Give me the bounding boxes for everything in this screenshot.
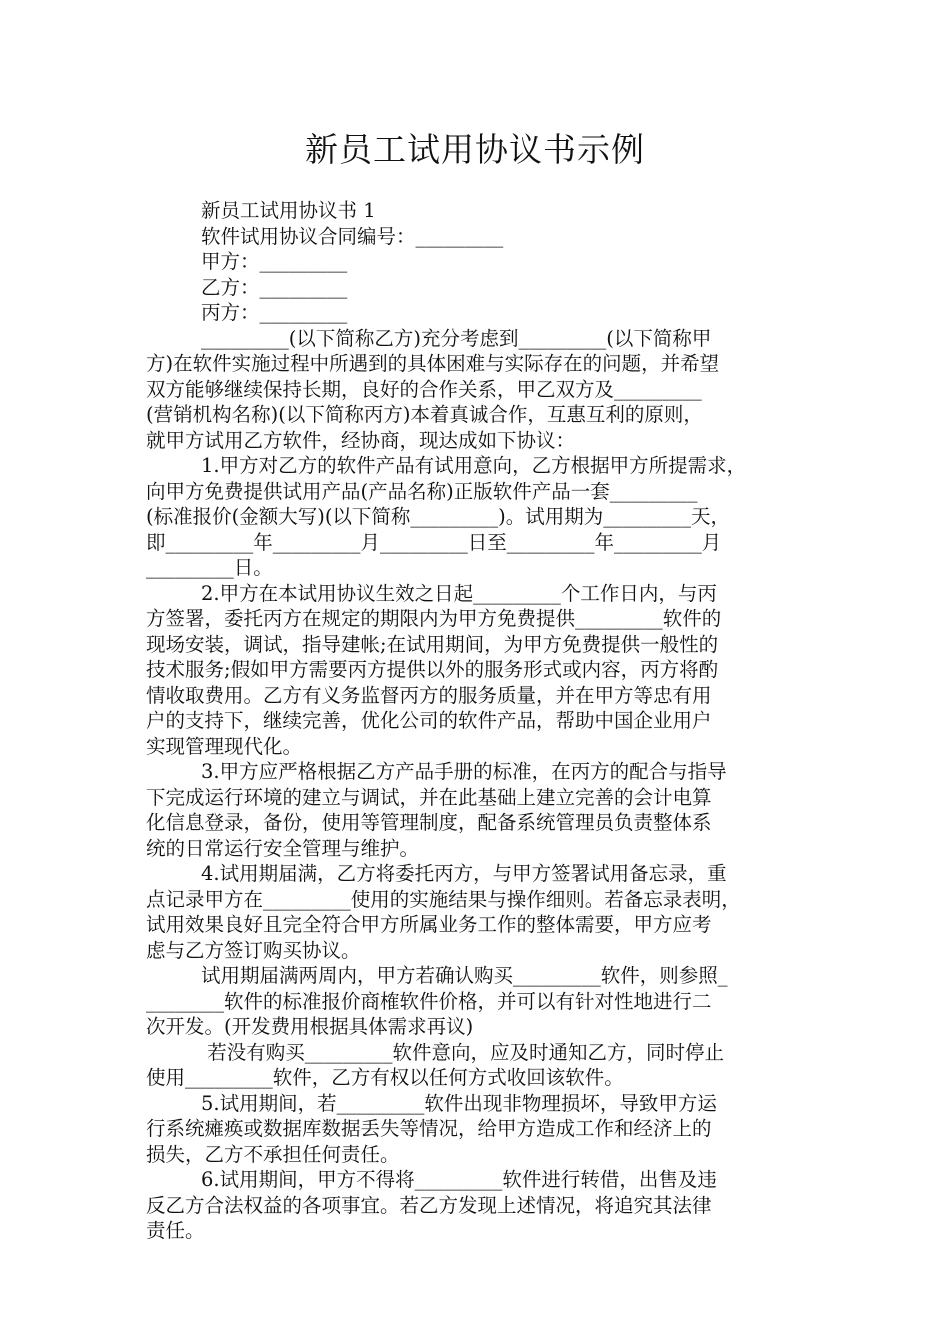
clause-4-line: 点记录甲方在_________使用的实施结果与操作细则。若备忘录表明，: [146, 887, 741, 911]
clause-6-line: 6.试用期间，甲方不得将_________软件进行转借，出售及违: [201, 1168, 717, 1191]
paragraph-line: (营销机构名称)(以下简称丙方)本着真诚合作，互惠互利的原则，: [146, 403, 703, 426]
clause-5-line: 损失，乙方不承担任何责任。: [146, 1142, 400, 1166]
paragraph-line: 双方能够继续保持长期，良好的合作关系，甲乙双方及_________: [146, 377, 702, 401]
paragraph-line: _________(以下简称乙方)充分考虑到_________(以下简称甲: [201, 326, 712, 350]
clause-2-line: 实现管理现代化。: [146, 734, 303, 758]
party-a-line: 甲方：_________: [201, 250, 348, 273]
paragraph-line: 就甲方试用乙方软件，经协商，现达成如下协议：: [146, 428, 576, 452]
purchase-line: ________软件的标准报价商榷软件价格，并可以有针对性地进行二: [146, 989, 712, 1013]
clause-6-line: 反乙方合法权益的各项事宜。若乙方发现上述情况，将追究其法律: [146, 1193, 712, 1217]
clause-1-line: 即_________年_________月_________日至_________年_________月: [146, 530, 722, 554]
no-purchase-line: 使用_________软件，乙方有权以任何方式收回该软件。: [146, 1066, 624, 1089]
clause-2-line: 情收取费用。乙方有义务监督丙方的服务质量，并在甲方等忠有用: [146, 683, 712, 707]
purchase-line: 试用期届满两周内，甲方若确认购买_________软件，则参照_: [201, 964, 728, 987]
agreement-subtitle: 新员工试用协议书 1: [201, 199, 376, 222]
clause-1-line: 1.甲方对乙方的软件产品有试用意向，乙方根据甲方所提需求，: [201, 454, 747, 477]
clause-3-line: 化信息登录，备份，使用等管理制度，配备系统管理员负责整体系: [146, 811, 712, 834]
contract-number-line: 软件试用协议合同编号：_________: [201, 224, 504, 248]
clause-4-line: 虑与乙方签订购买协议。: [146, 938, 361, 962]
clause-3-line: 下完成运行环境的建立与调试，并在此基础上建立完善的会计电算: [146, 785, 712, 809]
party-b-line: 乙方：_________: [201, 275, 348, 299]
document-title: 新员工试用协议书示例: [305, 130, 645, 169]
purchase-line: 次开发。(开发费用根据具体需求再议): [146, 1015, 474, 1038]
clause-6-line: 责任。: [146, 1219, 205, 1242]
party-c-line: 丙方：_________: [201, 301, 348, 324]
clause-4-line: 4.试用期届满，乙方将委托丙方，与甲方签署试用备忘录，重: [201, 862, 727, 885]
clause-1-line: 向甲方免费提供试用产品(产品名称)正版软件产品一套_________: [146, 479, 698, 503]
clause-2-line: 技术服务;假如甲方需要丙方提供以外的服务形式或内容，丙方将酌: [146, 658, 719, 681]
clause-5-line: 行系统瘫痪或数据库数据丢失等情况，给甲方造成工作和经济上的: [146, 1117, 712, 1140]
clause-5-line: 5.试用期间，若_________软件出现非物理损坏，导致甲方运: [201, 1091, 717, 1115]
clause-2-line: 现场安装，调试，指导建帐;在试用期间，为甲方免费提供一般性的: [146, 632, 719, 656]
no-purchase-line: 若没有购买_________软件意向，应及时通知乙方，同时停止: [201, 1040, 724, 1064]
clause-1-line: _________日。: [146, 556, 273, 579]
document-body: [146, 198, 810, 1244]
clause-2-line: 方签署，委托丙方在规定的期限内为甲方免费提供_________软件的: [146, 607, 722, 630]
clause-2-line: 户的支持下，继续完善，优化公司的软件产品，帮助中国企业用户: [146, 709, 712, 732]
paragraph-line: 方)在软件实施过程中所遇到的具体困难与实际存在的问题，并希望: [146, 352, 720, 375]
clause-3-line: 统的日常运行安全管理与维护。: [146, 836, 420, 860]
clause-3-line: 3.甲方应严格根据乙方产品手册的标准，在丙方的配合与指导: [201, 760, 727, 783]
clause-1-line: (标准报价(金额大写)(以下简称_________)。试用期为_________天，: [146, 505, 731, 528]
clause-4-line: 试用效果良好且完全符合甲方所属业务工作的整体需要，甲方应考: [146, 913, 712, 936]
clause-2-line: 2.甲方在本试用协议生效之日起_________个工作日内，与丙: [201, 581, 717, 605]
